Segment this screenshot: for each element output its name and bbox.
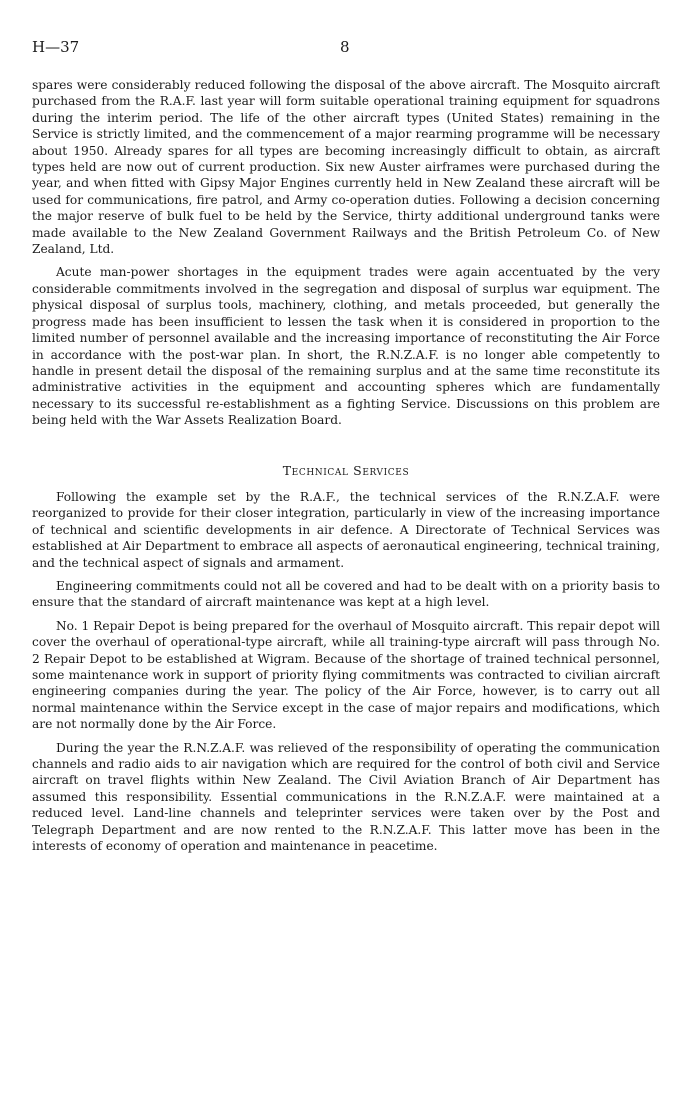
paragraph-repair-depot: No. 1 Repair Depot is being prepared for the overhaul of Mosquito aircraft. This repair depot will cover the overhaul of operational-type aircraft, while all training-type aircraft will pass through No. 2 Repair Depot to be established at Wigram. Because of the shortage of trained technical personnel, some maintenance work in support of priority flying commitments was contracted to civilian aircraft engineering companies during the year. The policy of the Air Force, however, is to carry out all normal maintenance within the Service except in the case of major repairs and modifications, which are not normally done by the Air Force. xyxy=(32,618,660,732)
report-reference: H—37 xyxy=(32,38,80,56)
paragraph-engineering: Engineering commitments could not all be covered and had to be dealt with on a priority basis to ensure that the standard of aircraft maintenance was kept at a high level. xyxy=(32,578,660,610)
body-text xyxy=(32,77,660,861)
paragraph-spares: spares were considerably reduced following the disposal of the above aircraft. The Mosquito aircraft purchased from the R.A.F. last year will form suitable operational training equipment for squadrons during the interim period. The life of the other aircraft types (United States) remaining in the Service is strictly limited, and the commencement of a major rearming programme will be necessary about 1950. Already spares for all types are becoming increasingly difficult to obtain, as aircraft types held are now out of current production. Six new Auster airframes were purchased during the year, and when fitted with Gipsy Major Engines currently held in New Zealand these aircraft will be used for communications, fire patrol, and Army co-operation duties. Following a decision concerning the major reserve of bulk fuel to be held by the Service, thirty additional underground tanks were made available to the New Zealand Government Railways and the British Petroleum Co. of New Zealand, Ltd. xyxy=(32,78,660,257)
page-number: 8 xyxy=(340,38,350,56)
paragraph-manpower: Acute man-power shortages in the equipment trades were again accentuated by the very considerable commitments involved in the segregation and disposal of surplus war equipment. The physical disposal of surplus tools, machinery, clothing, and metals proceeded, but generally the progress made has been insufficient to lessen the task when it is considered in proportion to the limited number of personnel available and the increasing importance of reconstituting the Air Force in accordance with the post-war plan. In short, the R.N.Z.A.F. is no longer able competently to handle in present detail the disposal of the remaining surplus and at the same time reconstitute its administrative activities in the equipment and accounting spheres which are fundamentally necessary to its successful re-establishment as a fighting Service. Discussions on this problem are being held with the War Assets Realization Board. xyxy=(32,265,660,428)
section-heading-technical-services: Technical Services xyxy=(282,462,410,478)
paragraph-reorganization: Following the example set by the R.A.F., the technical services of the R.N.Z.A.F. were reorganized to provide for their closer integration, particularly in view of the increasing importance of technical and scientific developments in air defence. A Directorate of Technical Services was established at Air Department to embrace all aspects of aeronautical engineering, technical training, and the technical aspect of signals and armament. xyxy=(32,489,660,570)
page-header xyxy=(32,38,660,58)
paragraph-communications: During the year the R.N.Z.A.F. was relieved of the responsibility of operating the communication channels and radio aids to air navigation which are required for the control of both civil and Service aircraft on travel flights within New Zealand. The Civil Aviation Branch of Air Department has assumed this responsibility. Essential communications in the R.N.Z.A.F. were maintained at a reduced level. Land-line channels and teleprinter services were taken over by the Post and Telegraph Department and are now rented to the R.N.Z.A.F. This latter move has been in the interests of economy of operation and maintenance in peacetime. xyxy=(32,740,660,854)
